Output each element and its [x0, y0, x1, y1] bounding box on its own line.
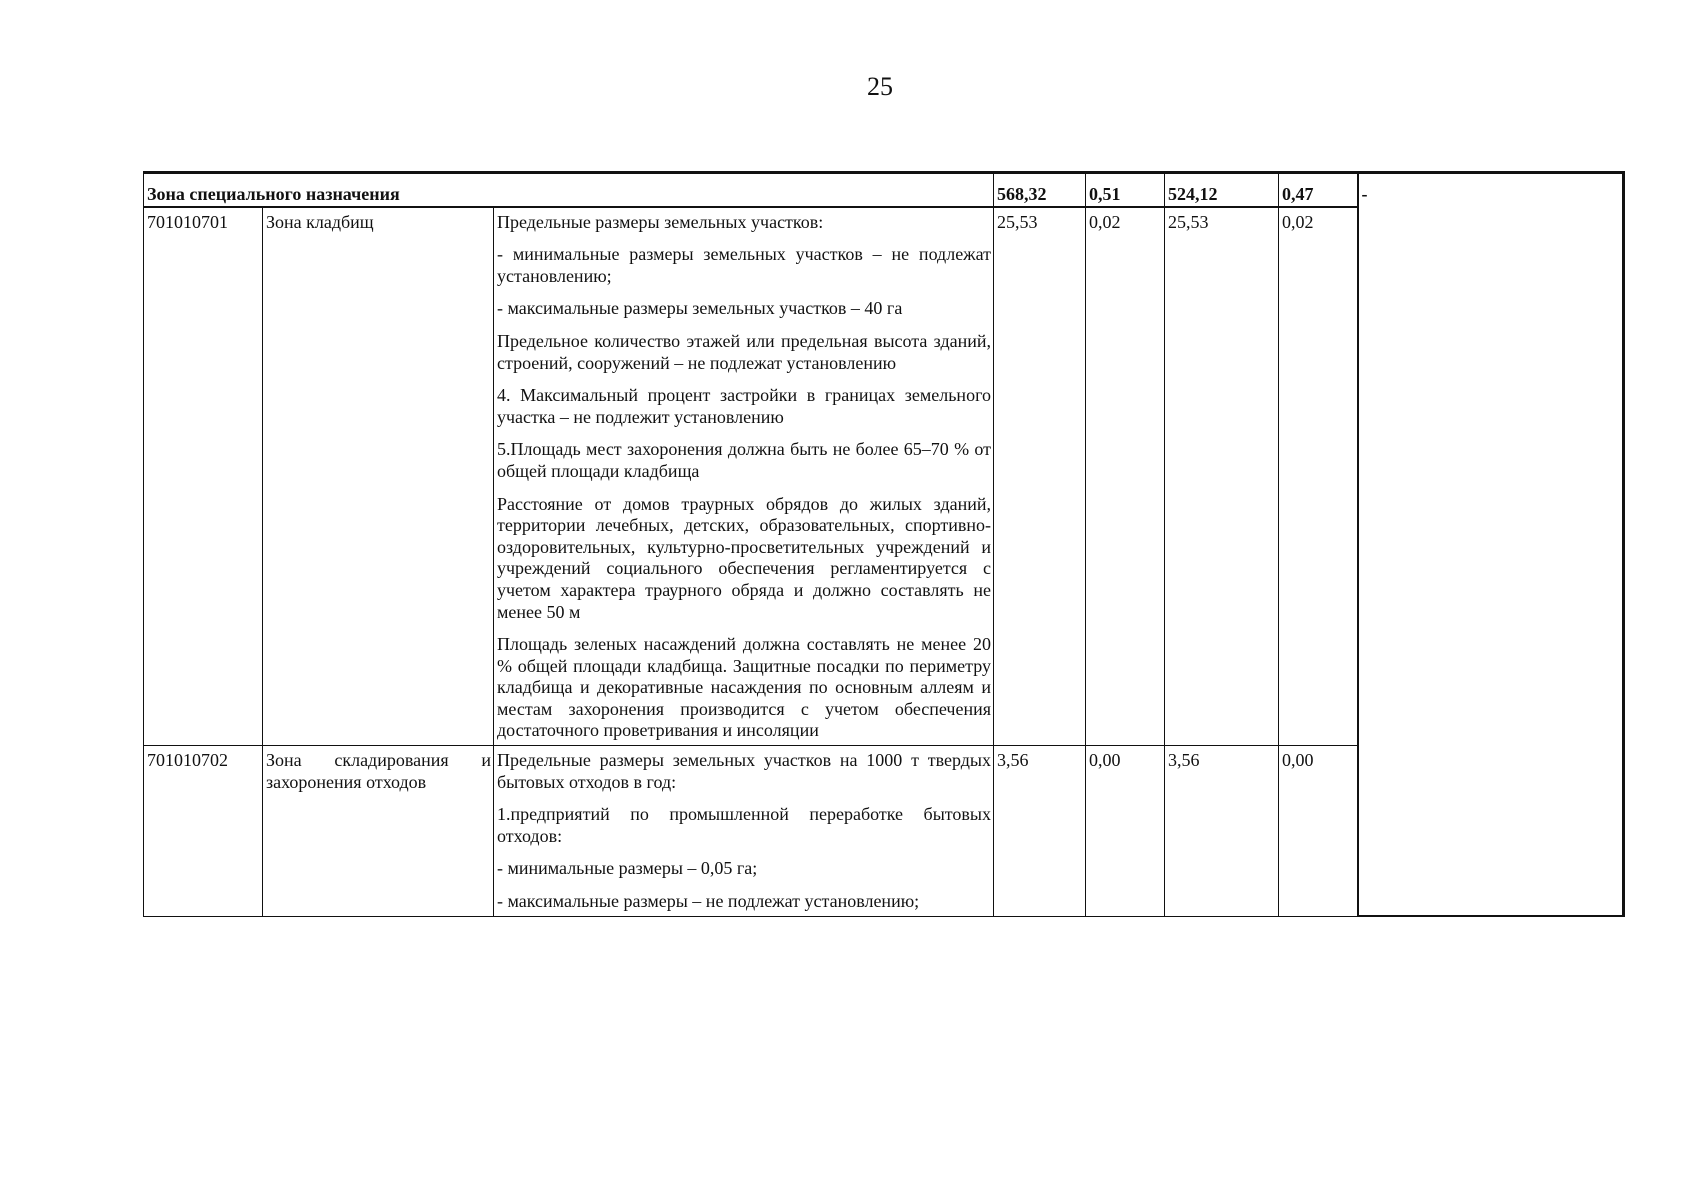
section-note: -	[1358, 173, 1624, 917]
page-number: 25	[867, 72, 893, 101]
section-row	[144, 173, 1624, 207]
zone-value-3: 3,56	[1165, 746, 1279, 917]
zone-regulations	[494, 207, 994, 746]
regulation-paragraph: Предельные размеры земельных участков:	[497, 211, 824, 232]
regulation-paragraph: Площадь зеленых насаждений должна составлять не менее 20 % общей площади кладбища. Защитные посадки по периметру кладбища и декоративные насаждения по основным аллеям и местам захоронения производится с учетом обеспечения достаточного проветривания и инсоляции	[497, 634, 992, 741]
zone-value-3: 25,53	[1165, 207, 1279, 746]
regulation-paragraph: Предельные размеры земельных участков на 1000 т твердых бытовых отходов в год:	[497, 750, 992, 792]
zone-regulations	[494, 746, 994, 917]
section-value-4: 0,47	[1279, 173, 1358, 207]
section-value-1: 568,32	[994, 173, 1086, 207]
zone-value-1: 3,56	[994, 746, 1086, 917]
zone-value-4: 0,02	[1279, 207, 1358, 746]
section-value-3: 524,12	[1165, 173, 1279, 207]
regulation-paragraph: - минимальные размеры земельных участков – не подлежат установлению;	[497, 244, 992, 286]
zone-value-2: 0,00	[1086, 746, 1165, 917]
zone-name: Зона складирования и захоронения отходов	[263, 746, 494, 917]
section-title: Зона специального назначения	[144, 173, 994, 207]
regulation-paragraph: - максимальные размеры земельных участков – 40 га	[497, 298, 903, 319]
zone-code: 701010702	[144, 746, 263, 917]
section-value-2: 0,51	[1086, 173, 1165, 207]
regulation-paragraph: Расстояние от домов траурных обрядов до жилых зданий, территории лечебных, детских, образовательных, спортивно-оздоровительных, культурно-просветительных учреждений и учреждений социального обеспечения регламентируется с учетом характера траурного обряда и должно составлять не менее 50 м	[497, 493, 992, 622]
zone-value-2: 0,02	[1086, 207, 1165, 746]
regulation-paragraph: 5.Площадь мест захоронения должна быть не более 65–70 % от общей площади кладбища	[497, 439, 992, 481]
regulation-paragraph: 1.предприятий по промышленной переработке бытовых отходов:	[497, 804, 992, 846]
regulation-paragraph: - минимальные размеры – 0,05 га;	[497, 858, 758, 879]
zone-regulations-table	[143, 171, 1625, 917]
regulation-paragraph: Предельное количество этажей или предельная высота зданий, строений, сооружений – не подлежат установлению	[497, 330, 992, 373]
zone-value-4: 0,00	[1279, 746, 1358, 917]
zone-code: 701010701	[144, 207, 263, 746]
regulation-paragraph: 4. Максимальный процент застройки в границах земельного участка – не подлежит установлению	[497, 385, 992, 427]
regulation-paragraph: - максимальные размеры – не подлежат установлению;	[497, 891, 920, 912]
zone-name: Зона кладбищ	[263, 207, 494, 746]
zone-value-1: 25,53	[994, 207, 1086, 746]
